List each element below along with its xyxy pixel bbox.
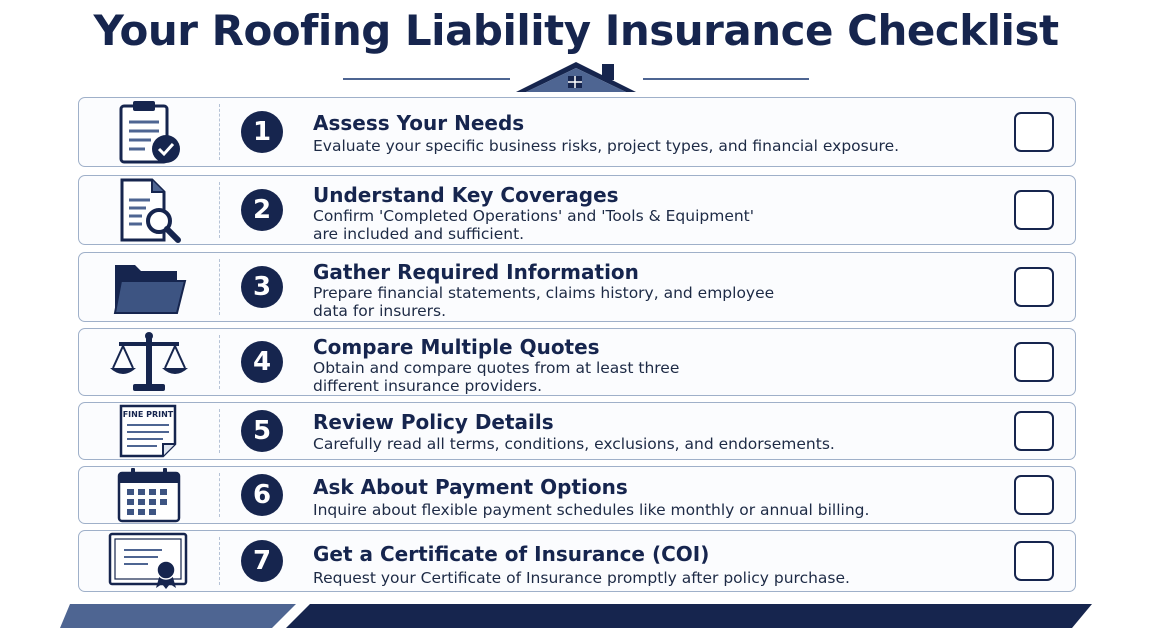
row-separator <box>219 473 220 517</box>
title-divider-right <box>643 78 809 80</box>
item-checkbox[interactable] <box>1014 190 1054 230</box>
item-title: Get a Certificate of Insurance (COI) <box>313 542 710 566</box>
item-checkbox[interactable] <box>1014 112 1054 152</box>
row-separator <box>219 537 220 585</box>
item-title: Understand Key Coverages <box>313 183 619 207</box>
item-checkbox[interactable] <box>1014 541 1054 581</box>
document-magnifier-icon <box>112 176 186 244</box>
checklist-item-6 <box>78 466 1076 524</box>
item-title: Ask About Payment Options <box>313 475 628 499</box>
item-title: Review Policy Details <box>313 410 554 434</box>
item-description: Evaluate your specific business risks, project types, and financial exposure. <box>313 137 900 155</box>
footer-band <box>0 600 1152 632</box>
item-description: Request your Certificate of Insurance promptly after policy purchase. <box>313 569 850 587</box>
step-number-badge: 4 <box>241 341 283 383</box>
checklist-item-7 <box>78 530 1076 592</box>
row-separator <box>219 104 220 160</box>
item-title: Gather Required Information <box>313 260 639 284</box>
house-roof-icon <box>514 58 638 96</box>
step-number-badge: 7 <box>241 540 283 582</box>
clipboard-check-icon <box>113 98 185 166</box>
row-separator <box>219 409 220 453</box>
page-title: Your Roofing Liability Insurance Checklist <box>93 6 1059 55</box>
step-number-badge: 3 <box>241 266 283 308</box>
item-description: Prepare financial statements, claims history, and employee data for insurers. <box>313 284 775 320</box>
calendar-icon <box>115 467 183 523</box>
row-separator <box>219 335 220 389</box>
item-description: Obtain and compare quotes from at least three different insurance providers. <box>313 359 680 395</box>
checklist-item-1 <box>78 97 1076 167</box>
folder-icon <box>111 257 187 317</box>
fine-print-label: FINE PRINT <box>122 410 174 419</box>
checklist-item-3 <box>78 252 1076 322</box>
step-number-badge: 5 <box>241 410 283 452</box>
checklist-item-4 <box>78 328 1076 396</box>
checklist-item-2 <box>78 175 1076 245</box>
step-number-badge: 1 <box>241 111 283 153</box>
item-checkbox[interactable] <box>1014 342 1054 382</box>
row-separator <box>219 182 220 238</box>
item-description: Inquire about flexible payment schedules like monthly or annual billing. <box>313 501 870 519</box>
fine-print-document-icon <box>117 404 181 458</box>
item-checkbox[interactable] <box>1014 411 1054 451</box>
certificate-icon <box>108 532 190 590</box>
step-number-badge: 6 <box>241 474 283 516</box>
step-number-badge: 2 <box>241 189 283 231</box>
item-title: Compare Multiple Quotes <box>313 335 600 359</box>
balance-scale-icon <box>107 330 191 394</box>
item-title: Assess Your Needs <box>313 111 525 135</box>
item-description: Carefully read all terms, conditions, exclusions, and endorsements. <box>313 435 835 453</box>
title-divider-left <box>343 78 510 80</box>
checklist-item-5 <box>78 402 1076 460</box>
item-description: Confirm 'Completed Operations' and 'Tools & Equipment' are included and sufficient. <box>313 207 755 243</box>
item-checkbox[interactable] <box>1014 267 1054 307</box>
item-checkbox[interactable] <box>1014 475 1054 515</box>
row-separator <box>219 259 220 315</box>
